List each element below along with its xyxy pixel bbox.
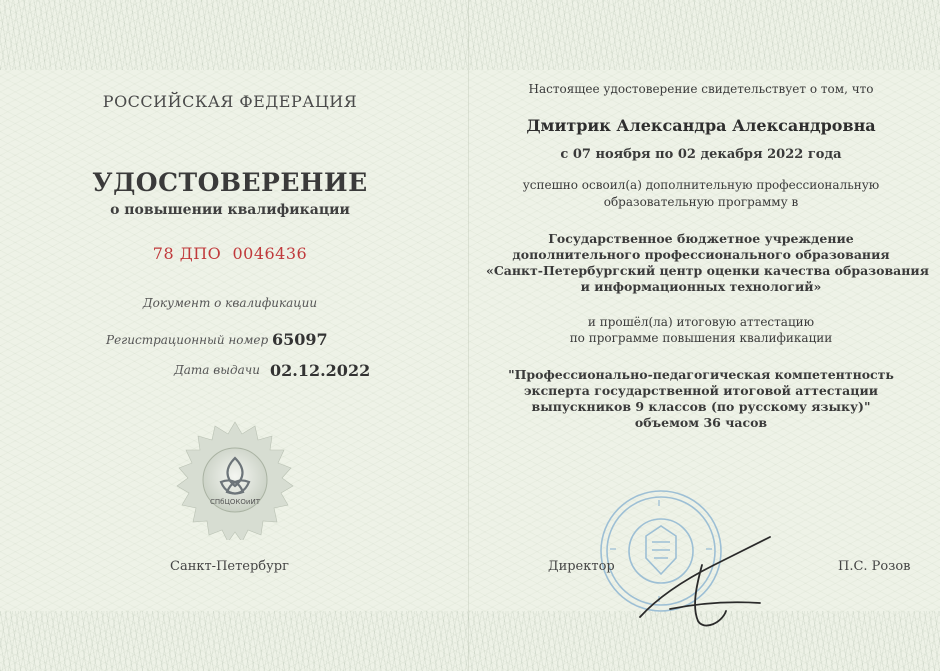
certificate-intro: Настоящее удостоверение свидетельствует о том, что [528,82,874,96]
registration-label: Регистрационный номер [106,333,269,347]
document-subtitle: о повышении квалификации [110,202,350,218]
guilloche-band-top [0,0,940,70]
country-name: РОССИЙСКАЯ ФЕДЕРАЦИЯ [102,92,358,111]
fold-line [468,0,469,671]
emblem-text: СПбЦОКОиИТ [210,498,260,506]
issue-date-label: Дата выдачи [174,363,260,377]
guilloche-band-bottom [0,611,940,671]
organization-line-3: «Санкт-Петербургский центр оценки качества образования [486,263,929,278]
attestation-line-1: и прошёл(ла) итоговую аттестацию [587,315,815,329]
program-line-1: "Профессионально-педагогическая компетентность [508,367,894,382]
document-kind: Документ о квалификации [142,296,318,310]
program-line-3: выпускников 9 классов (по русскому языку)" [531,399,871,414]
organization-line-1: Государственное бюджетное учреждение [548,231,854,246]
mastered-line-1: успешно освоил(а) дополнительную профессиональную [522,178,880,192]
series-number: 78 ДПО 0046436 [152,244,308,263]
mastered-line-2: образовательную программу в [603,195,799,209]
program-line-4: объемом 36 часов [634,415,768,430]
city: Санкт-Петербург [170,559,289,574]
program-line-2: эксперта государственной итоговой аттестации [523,383,879,398]
organization-line-2: дополнительного профессионального образования [512,247,890,262]
attestation-line-2: по программе повышения квалификации [569,331,833,345]
director-name: П.С. Розов [838,559,911,574]
director-label: Директор [548,559,615,574]
emblem-icon [175,420,295,540]
course-dates: с 07 ноября по 02 декабря 2022 года [560,147,842,162]
organization-line-4: и информационных технологий» [580,279,822,294]
issue-date: 02.12.2022 [270,361,371,380]
document-title: УДОСТОВЕРЕНИЕ [92,168,368,197]
holder-name: Дмитрик Александра Александровна [526,116,876,135]
registration-number: 65097 [272,330,328,349]
director-signature-icon [630,525,780,635]
